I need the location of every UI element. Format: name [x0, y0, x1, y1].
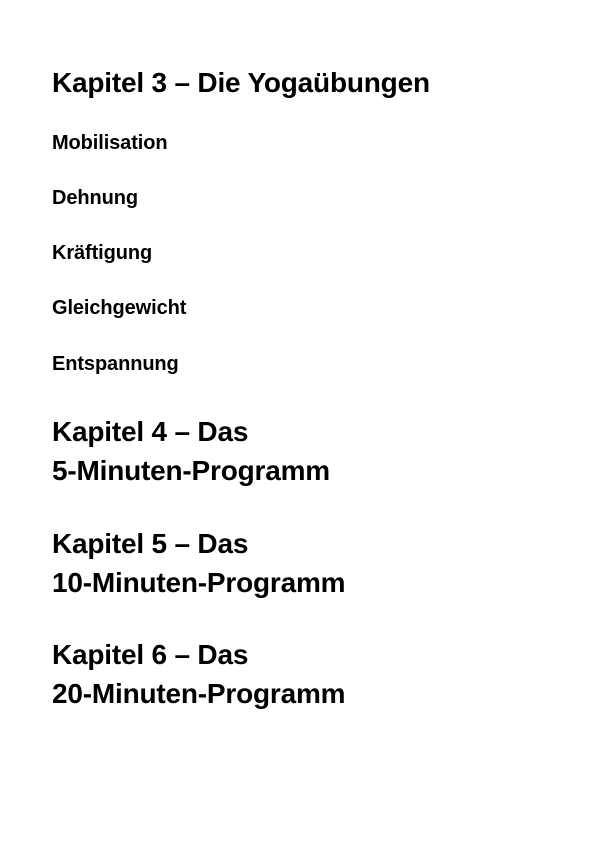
section-entspannung: Entspannung [52, 353, 179, 375]
chapter-3-heading [52, 63, 430, 102]
section-kraeftigung: Kräftigung [52, 242, 153, 264]
chapter-4-title-line-2: 5-Minuten-Programm [52, 455, 330, 486]
chapter-3-title: Kapitel 3 – Die Yogaübungen [52, 67, 430, 98]
section-dehnung: Dehnung [52, 187, 138, 209]
chapter-6-title-line-2: 20-Minuten-Programm [52, 678, 346, 709]
chapter-4-heading [52, 412, 330, 490]
chapter-6-title-line-1: Kapitel 6 – Das [52, 639, 249, 670]
chapter-5-heading [52, 524, 345, 602]
chapter-5-title-line-2: 10-Minuten-Programm [52, 567, 346, 598]
chapter-6-heading [52, 635, 345, 713]
chapter-5-title-line-1: Kapitel 5 – Das [52, 528, 249, 559]
section-mobilisation: Mobilisation [52, 132, 168, 154]
section-gleichgewicht: Gleichgewicht [52, 297, 187, 319]
chapter-4-title-line-1: Kapitel 4 – Das [52, 416, 249, 447]
